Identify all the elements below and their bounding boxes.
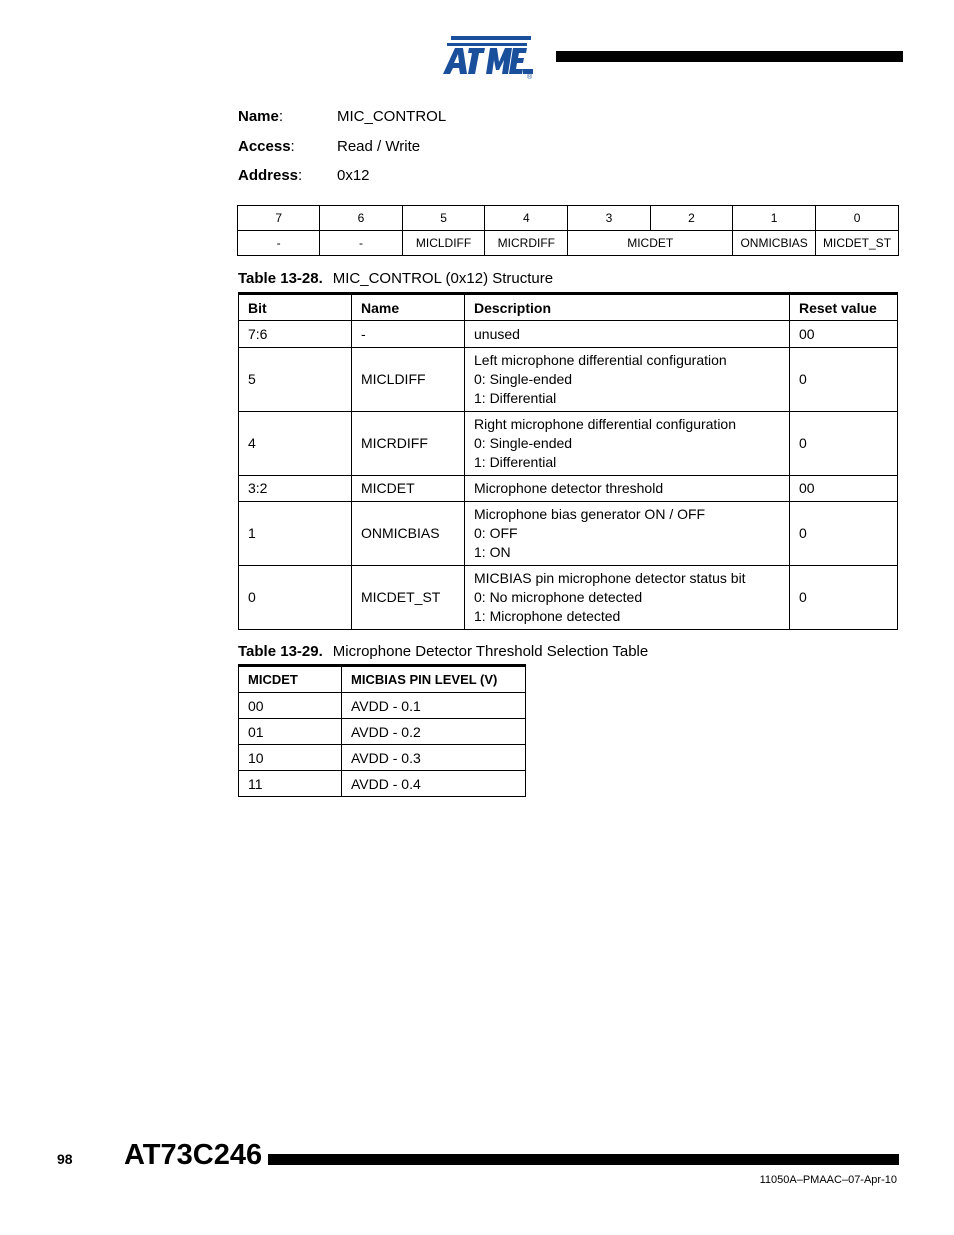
name-cell: MICDET_ST bbox=[352, 566, 465, 630]
bit-number-row bbox=[238, 206, 899, 231]
reset-cell: 00 bbox=[790, 321, 898, 348]
structure-table-header bbox=[239, 294, 898, 321]
name-cell: MICDET bbox=[352, 476, 465, 502]
level-cell: AVDD - 0.4 bbox=[342, 771, 526, 797]
level-cell: AVDD - 0.2 bbox=[342, 719, 526, 745]
table-row bbox=[239, 348, 898, 412]
bit-number: 4 bbox=[485, 206, 568, 231]
threshold-table-header bbox=[239, 666, 526, 693]
micdet-cell: 00 bbox=[239, 693, 342, 719]
micdet-cell: 01 bbox=[239, 719, 342, 745]
table-row bbox=[239, 412, 898, 476]
access-value: Read / Write bbox=[337, 138, 421, 155]
name-value: MIC_CONTROL bbox=[337, 108, 447, 125]
bit-number: 6 bbox=[320, 206, 402, 231]
address-value: 0x12 bbox=[337, 167, 370, 184]
bit-number: 1 bbox=[733, 206, 816, 231]
bit-field: ONMICBIAS bbox=[733, 231, 816, 256]
bit-field: MICLDIFF bbox=[402, 231, 485, 256]
page-number: 98 bbox=[57, 1151, 73, 1167]
atmel-logo bbox=[441, 32, 535, 80]
chip-name: AT73C246 bbox=[124, 1139, 263, 1171]
bit-number: 0 bbox=[816, 206, 899, 231]
bit-map-table bbox=[237, 205, 899, 256]
column-header-bit: Bit bbox=[239, 294, 352, 321]
column-header-name: Name bbox=[352, 294, 465, 321]
document-reference: 11050A–PMAAC–07-Apr-10 bbox=[759, 1174, 897, 1186]
bit-number: 7 bbox=[238, 206, 320, 231]
level-cell: AVDD - 0.1 bbox=[342, 693, 526, 719]
description-cell: unused bbox=[465, 321, 790, 348]
column-header-micdet: MICDET bbox=[239, 666, 342, 693]
name-cell: MICRDIFF bbox=[352, 412, 465, 476]
name-cell: - bbox=[352, 321, 465, 348]
bit-field: - bbox=[320, 231, 402, 256]
bit-field-row bbox=[238, 231, 899, 256]
registered-mark: ® bbox=[527, 74, 533, 80]
threshold-table bbox=[238, 664, 526, 797]
threshold-table-caption: Table 13-29. Microphone Detector Threshold Selection Table bbox=[238, 643, 649, 660]
description-cell: Microphone bias generator ON / OFF 0: OFF 1: ON bbox=[465, 502, 790, 566]
structure-table-caption: Table 13-28. MIC_CONTROL (0x12) Structure bbox=[238, 270, 554, 287]
table-row bbox=[239, 502, 898, 566]
name-cell: ONMICBIAS bbox=[352, 502, 465, 566]
structure-table bbox=[238, 292, 898, 630]
reset-cell: 00 bbox=[790, 476, 898, 502]
description-cell: Right microphone differential configuration 0: Single-ended 1: Differential bbox=[465, 412, 790, 476]
level-cell: AVDD - 0.3 bbox=[342, 745, 526, 771]
micdet-cell: 11 bbox=[239, 771, 342, 797]
table-row bbox=[239, 719, 526, 745]
column-header-reset-value: Reset value bbox=[790, 294, 898, 321]
bit-number: 3 bbox=[568, 206, 650, 231]
table-row bbox=[239, 693, 526, 719]
description-cell: Left microphone differential configuration 0: Single-ended 1: Differential bbox=[465, 348, 790, 412]
micdet-cell: 10 bbox=[239, 745, 342, 771]
address-label: Address: bbox=[238, 167, 303, 184]
bit-cell: 0 bbox=[239, 566, 352, 630]
bit-field: MICDET bbox=[568, 231, 733, 256]
bit-cell: 1 bbox=[239, 502, 352, 566]
reset-cell: 0 bbox=[790, 348, 898, 412]
description-cell: MICBIAS pin microphone detector status bit 0: No microphone detected 1: Microphone detected bbox=[465, 566, 790, 630]
bit-number: 2 bbox=[650, 206, 732, 231]
bit-cell: 7:6 bbox=[239, 321, 352, 348]
bit-field: MICDET_ST bbox=[816, 231, 899, 256]
bit-number: 5 bbox=[402, 206, 485, 231]
name-cell: MICLDIFF bbox=[352, 348, 465, 412]
table-row bbox=[239, 771, 526, 797]
reset-cell: 0 bbox=[790, 566, 898, 630]
footer-rule bbox=[268, 1154, 899, 1165]
table-row bbox=[239, 321, 898, 348]
bit-field: - bbox=[238, 231, 320, 256]
reset-cell: 0 bbox=[790, 502, 898, 566]
column-header-description: Description bbox=[465, 294, 790, 321]
bit-cell: 3:2 bbox=[239, 476, 352, 502]
table-row bbox=[239, 745, 526, 771]
table-row bbox=[239, 566, 898, 630]
access-label: Access: bbox=[238, 138, 295, 155]
bit-cell: 4 bbox=[239, 412, 352, 476]
bit-cell: 5 bbox=[239, 348, 352, 412]
reset-cell: 0 bbox=[790, 412, 898, 476]
table-row bbox=[239, 476, 898, 502]
name-label: Name: bbox=[238, 108, 284, 125]
column-header-micbias-level: MICBIAS PIN LEVEL (V) bbox=[342, 666, 526, 693]
bit-field: MICRDIFF bbox=[485, 231, 568, 256]
description-cell: Microphone detector threshold bbox=[465, 476, 790, 502]
header-rule bbox=[556, 51, 903, 62]
